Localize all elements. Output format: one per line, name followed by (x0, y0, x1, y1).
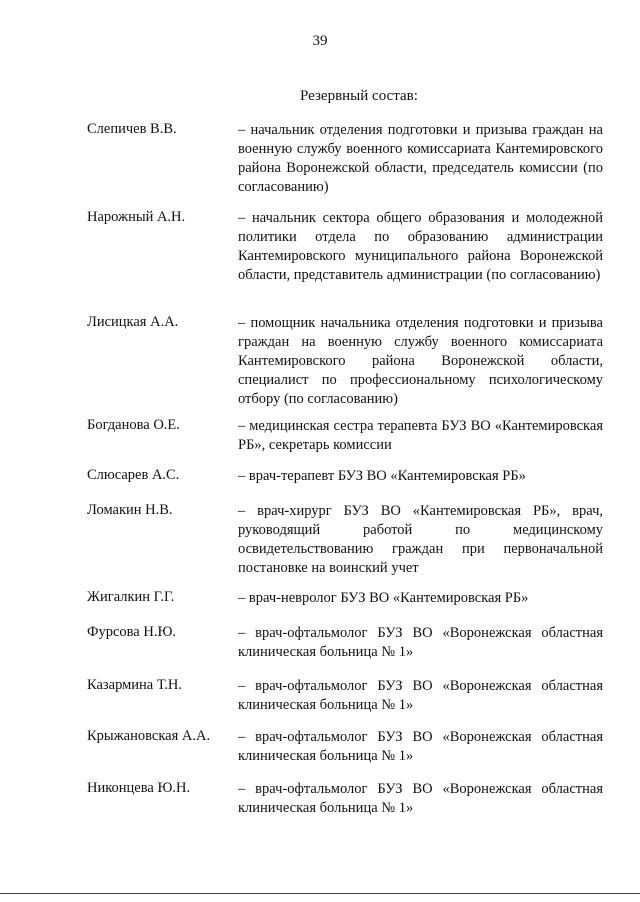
member-description: – начальник сектора общего образования и молодежной политики отдела по образованию администрации Кантемировского муниципального района Воронежской области, представитель администрации (по согласованию) (238, 210, 603, 283)
member-description: – медицинская сестра терапевта БУЗ ВО «Кантемировская РБ», секретарь комиссии (238, 418, 603, 453)
member-name: Крыжановская А.А. (87, 728, 211, 744)
member-description: – начальник отделения подготовки и призыва граждан на военную службу военного комиссариата Кантемировского района Воронежской области, председатель комиссии (по согласованию) (238, 122, 603, 195)
member-description: – врач-офтальмолог БУЗ ВО «Воронежская областная клиническая больница № 1» (238, 678, 603, 713)
member-name: Нарожный А.Н. (87, 209, 186, 225)
member-description: – врач-терапевт БУЗ ВО «Кантемировская РБ» (238, 468, 526, 484)
member-name: Слюсарев А.С. (87, 467, 180, 483)
member-name: Слепичев В.В. (87, 121, 177, 137)
member-name: Жигалкин Г.Г. (87, 589, 175, 605)
member-description: – помощник начальника отделения подготовки и призыва граждан на военную службу военного комиссариата Кантемировского района Воронежской области, специалист по профессиональному психологическому отбору (по согласованию) (238, 315, 603, 407)
member-description: – врач-невролог БУЗ ВО «Кантемировская РБ» (238, 590, 529, 606)
member-description: – врач-офтальмолог БУЗ ВО «Воронежская областная клиническая больница № 1» (238, 625, 603, 660)
member-name: Никонцева Ю.Н. (87, 780, 191, 796)
member-name: Лисицкая А.А. (87, 314, 179, 330)
section-title: Резервный состав: (300, 88, 418, 104)
page-number: 39 (312, 33, 328, 49)
member-description: – врач-офтальмолог БУЗ ВО «Воронежская областная клиническая больница № 1» (238, 729, 603, 764)
member-description: – врач-хирург БУЗ ВО «Кантемировская РБ», врач, руководящий работой по медицинскому освидетельствованию граждан при первоначальной постановке на воинский учет (238, 503, 603, 576)
member-name: Богданова О.Е. (87, 417, 180, 433)
bottom-rule (0, 893, 640, 894)
member-name: Казармина Т.Н. (87, 677, 182, 693)
member-name: Ломакин Н.В. (87, 502, 173, 518)
member-description: – врач-офтальмолог БУЗ ВО «Воронежская областная клиническая больница № 1» (238, 781, 603, 816)
member-name: Фурсова Н.Ю. (87, 624, 176, 640)
